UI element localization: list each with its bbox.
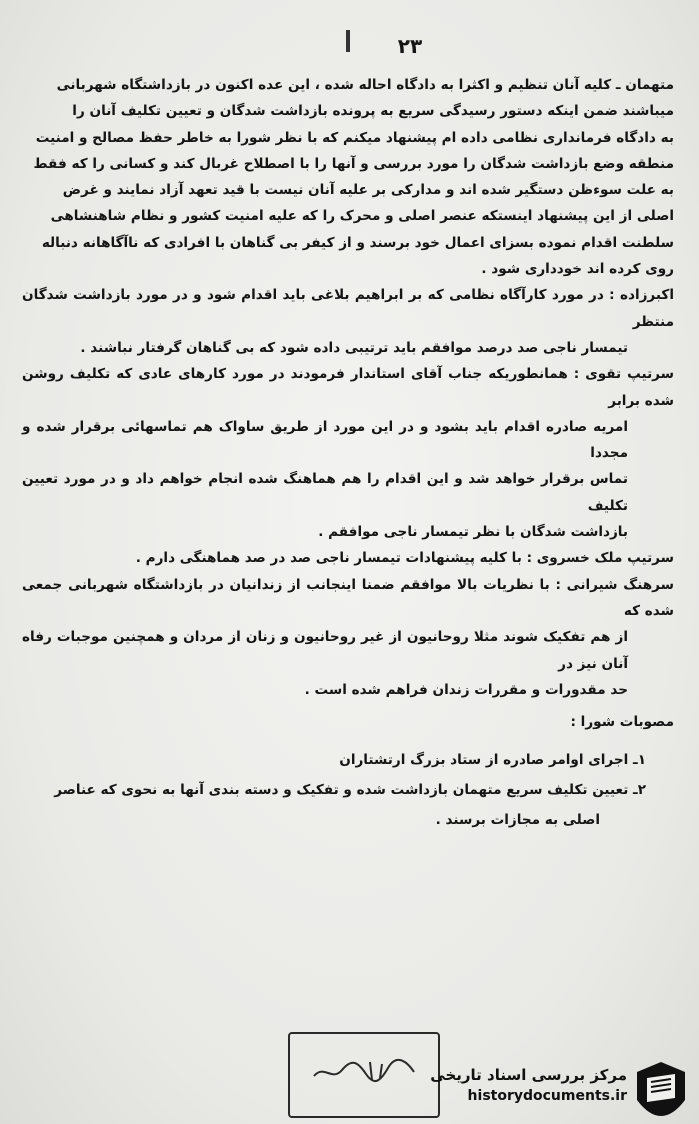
- text-line: میباشند ضمن اینکه دستور رسیدگی سریع به پرونده بازداشت شدگان و تعیین تکلیف آنان را: [72, 103, 674, 120]
- text-line: تماس برقرار خواهد شد و این اقدام را هم هماهنگ شده انجام خواهم داد و در مورد تعیین تکلیف: [22, 471, 628, 514]
- speaker-section: سرتیپ تقوی : همانطوریکه جناب آقای استاندار فرمودند در مورد کارهای عادی که تکلیف روشن شده برابر امریه صادره اقدام باید بشود و در این مورد از طریق ساواک هم تماسهائی برقرار شده و مجددا تماس برقرار خواهد شد و این اقدام را هم هماهنگ شده انجام خواهم داد و در مورد تعیین تکلیف بازداشت شدگان با نظر تیمسار ناجی موافقم .: [22, 361, 674, 545]
- text-line: با کلیه پیشنهادات تیمسار ناجی صد در صد هماهنگی دارم .: [135, 550, 522, 567]
- speaker-name: اکبرزاده: [619, 287, 674, 304]
- text-line: اصلی از این پیشنهاد اینستکه عنصر اصلی و محرک را که علیه امنیت کشور و نظام شاهنشاهی: [50, 208, 674, 225]
- text-line: متهمان ـ کلیه آنان تنظیم و اکثرا به دادگاه احاله شده ، این عده اکنون در بازداشتگاه شهربانی: [56, 77, 674, 93]
- resolutions-section: [22, 709, 674, 835]
- text-line: همانطوریکه جناب آقای استاندار فرمودند در مورد کارهای عادی که تکلیف روشن شده برابر: [22, 366, 674, 409]
- speaker-name: سرتیپ ملک خسروی: [536, 550, 674, 567]
- speaker-section: سرهنگ شیرانی : با نظریات بالا موافقم ضمنا اینجانب از زندانیان در بازداشتگاه شهربانی جمعی شده که از هم تفکیک شوند مثلا روحانیون از غیر روحانیون و زنان از مردان و همچنین موجبات رفاه آنان نیز در حد مقدورات و مقررات زندان فراهم شده است .: [22, 572, 674, 703]
- text-line: بازداشت شدگان با نظر تیمسار ناجی موافقم .: [318, 524, 628, 541]
- archive-logo-icon: [635, 1060, 687, 1118]
- archive-website: historydocuments.ir: [467, 1088, 627, 1104]
- list-item: ۱ـ اجرای اوامر صادره از ستاد بزرگ ارتشتاران: [339, 752, 646, 769]
- speaker-name: سرتیپ تقوی: [585, 366, 674, 383]
- text-line: تیمسار ناجی صد درصد موافقم باید ترتیبی داده شود که بی گناهان گرفتار نباشند .: [80, 339, 628, 356]
- text-line: منطقه وضع بازداشت شدگان را مورد بررسی و آنها را با اصطلاح غربال کند و کسانی را که فقط: [33, 155, 674, 172]
- text-line: از هم تفکیک شوند مثلا روحانیون از غیر روحانیون و زنان از مردان و همچنین موجبات رفاه آنان نیز در: [22, 629, 628, 672]
- document-body: [22, 72, 674, 835]
- archive-brand: [347, 1066, 627, 1104]
- speaker-name: سرهنگ شیرانی: [566, 576, 674, 593]
- list-item: اصلی به مجازات برسند .: [435, 812, 600, 829]
- speaker-section: سرتیپ ملک خسروی : با کلیه پیشنهادات تیمسار ناجی صد در صد هماهنگی دارم .: [135, 550, 674, 567]
- list-item: ۲ـ تعیین تکلیف سریع متهمان بازداشت شده و تفکیک و دسته بندی آنها به نحوی که عناصر: [54, 782, 646, 799]
- page-number: ۲۳: [397, 34, 423, 58]
- resolutions-heading: مصوبات شورا :: [570, 714, 674, 731]
- archive-name: مرکز بررسی اسناد تاریخی: [430, 1066, 627, 1084]
- text-line: امریه صادره اقدام باید بشود و در این مورد از طریق ساواک هم تماسهائی برقرار شده و مجددا: [22, 418, 628, 462]
- intro-paragraph: [22, 72, 674, 282]
- text-line: سلطنت اقدام نموده بسزای اعمال خود برسند و از کیفر بی گناهان با افرادی که ناآگاهانه دنباله: [41, 234, 674, 251]
- text-line: در مورد کارآگاه نظامی که بر ابراهیم بلاغی باید اقدام شود و در مورد بازداشت شدگان منتظر: [22, 287, 674, 330]
- speaker-section: اکبرزاده : در مورد کارآگاه نظامی که بر ابراهیم بلاغی باید اقدام شود و در مورد بازداشت شدگان منتظر تیمسار ناجی صد درصد موافقم باید ترتیبی داده شود که بی گناهان گرفتار نباشند .: [22, 282, 674, 361]
- text-line: روی کرده اند خودداری شود .: [481, 261, 674, 278]
- text-line: حد مقدورات و مقررات زندان فراهم شده است .: [304, 681, 628, 698]
- text-line: با نظریات بالا موافقم ضمنا اینجانب از زندانیان در بازداشتگاه شهربانی جمعی شده که: [22, 576, 674, 619]
- resolutions-list: [22, 745, 646, 835]
- text-line: به دادگاه فرمانداری نظامی داده ام پیشنهاد میکنم که با نظر شورا به خاطر حفظ مصالح و امنیت: [35, 129, 674, 146]
- text-line: به علت سوءظن دستگیر شده اند و مدارکی بر علیه آنان نیست با قید تعهد آزاد نمایند و غرض: [62, 182, 674, 199]
